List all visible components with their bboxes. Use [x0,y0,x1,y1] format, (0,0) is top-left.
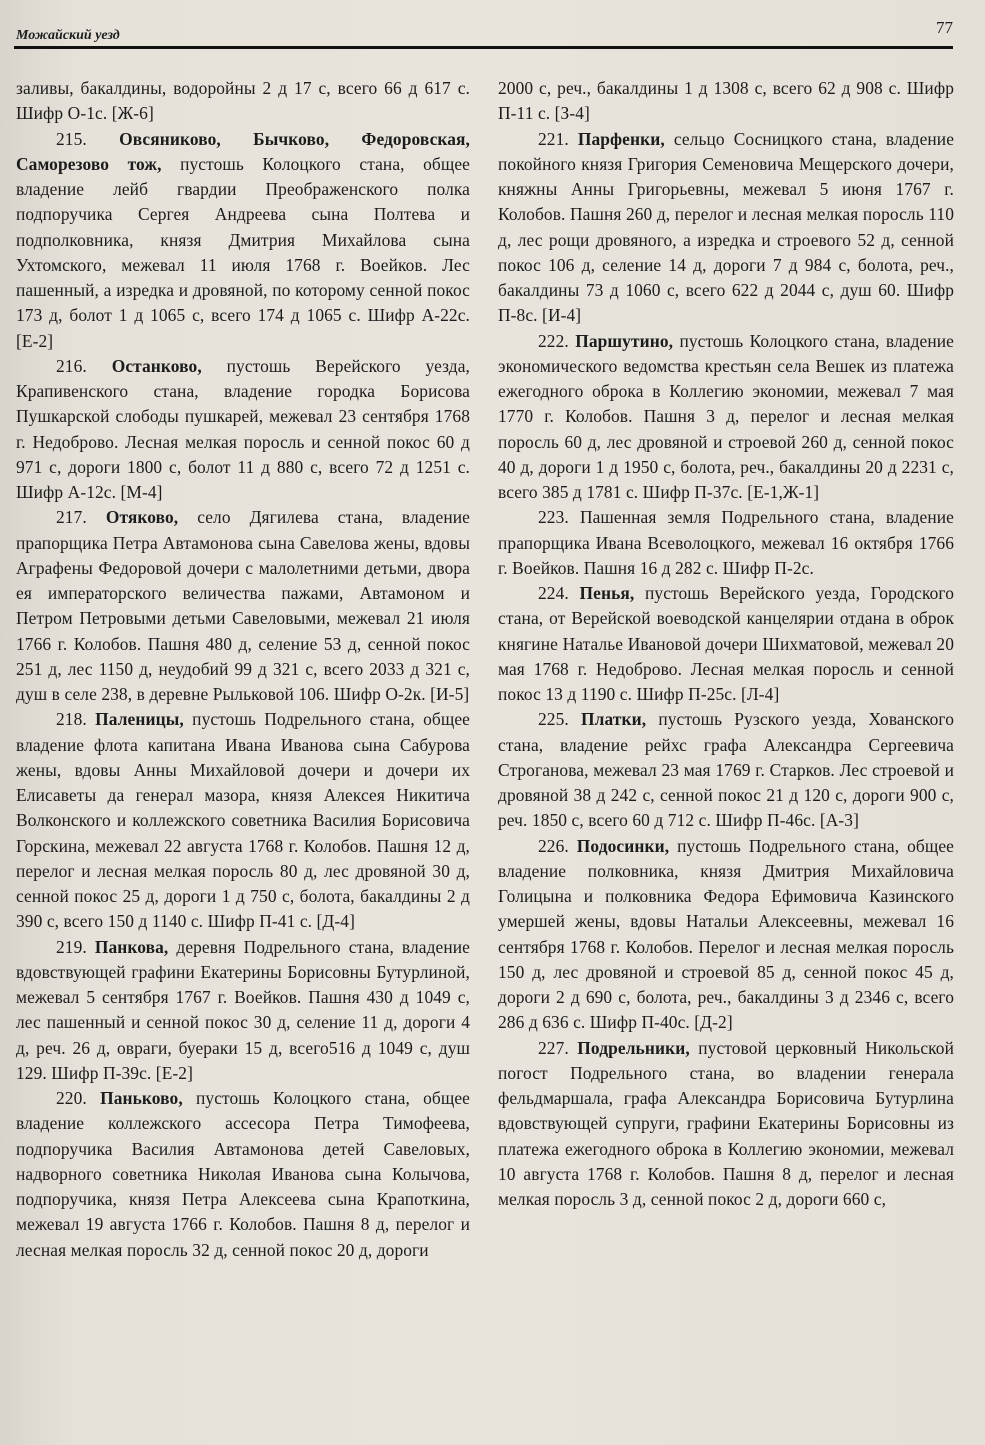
entry-text: сельцо Сосницкого стана, владение покойного князя Григория Семеновича Мещерского дочери, княжны Анны Григорьевны, межевал 5 июня 1767 г. Колобов. Пашня 260 д, перелог и лесная мелкая поросль 110 д, лес рощи дровяного, а изредка и строевого 52 д, сенной покос 106 д, селение 14 д, дороги 7 д 984 с, болота, реч., бакалдины 73 д 1060 с, всего 622 д 2044 с, душ 60. Шифр П-8с. [И-4] [498,128,955,326]
entry-text: село Дягилева стана, владение прапорщика Петра Автамонова сына Савелова жены, вдовы Аграфены Федоровой дочери с малолетними детьми, двора ея императорского величества пажами, Автамоном и Петром Петровыми детьми Савеловыми, межевал 21 июля 1766 г. Колобов. Пашня 480 д, селение 53 д, сенной покос 251 д, лес 1150 д, неудобий 99 д 321 с, всего 2033 д 321 с, душ в селе 238, в деревне Рыльковой 106. Шифр О-2к. [И-5] [16,507,470,704]
entry-paragraph [498,707,954,833]
header-rule [14,46,953,49]
entry-text: пустошь Подрельного стана, общее владение флота капитана Ивана Иванова сына Сабурова жены, вдовы Анны Михайловой дочери и дочери их Елисаветы да генерал мазора, князя Алексея Никитича Волконского и коллежского советника Василия Борисовича Горскина, межевал 22 августа 1768 г. Колобов. Пашня 12 д, перелог и лесная мелкая поросль 80 д, лес дровяной 30 д, сенной покос 25 д, дороги 1 д 750 с, болота, бакалдины 2 д 390 с, всего 150 д 1140 с. Шифр П-41 с. [Д-4] [16,709,470,932]
entry-text: заливы, бакалдины, водоройны 2 д 17 с, всего 66 д 617 с. Шифр О-1с. [Ж-6] [16,78,470,124]
entry-text: 2000 с, реч., бакалдины 1 д 1308 с, всего 62 д 908 с. Шифр П-11 с. [З-4] [498,78,954,124]
entry-number: 216. [56,355,87,376]
entry-paragraph [16,707,470,934]
entry-paragraph [16,354,470,506]
entry-number: 223. [538,507,569,528]
entry-text: пустошь Рузского уезда, Хованского стана, владение рейхс графа Александра Сергеевича Строганова, межевал 23 мая 1769 г. Старков. Лес строевой и дровяной 38 д 242 с, сенной покос 21 д 120 с, дороги 900 с, реч. 1850 с, всего 60 д 712 с. Шифр П-46с. [А-3] [498,709,954,831]
left-column [16,76,470,1263]
entry-number: 215. [56,128,87,149]
section-title: Можайский уезд [16,28,120,43]
entry-text: пустошь Колоцкого стана, общее владение коллежского ассесора Петра Тимофеева, подпоручика Василия Автамонова детей Савеловых, надворного советника Николая Иванова сына Колычова, подпоручика, князя Петра Алексеева сына Крапоткина, межевал 19 августа 1766 г. Колобов. Пашня 8 д, перелог и лесная мелкая поросль 32 д, сенной покос 20 д, дороги [16,1088,470,1260]
entry-paragraph [498,834,954,1036]
entry-number: 218. [56,709,87,730]
entry-place-name: Панкова, [94,936,169,957]
entry-place-name: Подрельники, [577,1037,690,1058]
running-head [14,16,953,48]
entry-number: 227. [538,1037,569,1058]
entry-place-name: Платки, [581,709,647,730]
entry-number: 224. [538,583,569,603]
entry-paragraph [498,581,954,707]
entry-number: 219. [56,936,87,957]
entry-place-name: Отяково, [105,507,179,528]
entry-text: пустошь Верейского уезда, Крапивенского стана, владение городка Борисова Пушкарской слободы пушкарей, межевал 23 сентября 1768 г. Недоброво. Лесная мелкая поросль и сенной покос 60 д 971 с, дороги 1800 с, болот 11 д 880 с, всего 72 д 1251 с. Шифр А-12с. [М-4] [16,355,470,502]
entry-paragraph [498,505,954,581]
entry-text: пустошь Колоцкого стана, владение экономического ведомства крестьян села Вешек из платежа ежегодного оброка в Коллегию экономии, межевал 7 мая 1770 г. Колобов. Пашня 3 д, перелог и лесная мелкая поросль 60 д, лес дровяной и строевой 260 д, сенной покос 40 д, дороги 1 д 1950 с, болота, реч., бакалдины 20 д 2231 с, всего 385 д 1781 с. Шифр П-37с. [Е-1,Ж-1] [498,330,954,502]
entry-text: деревня Подрельного стана, владение вдовствующей графини Екатерины Борисовны Бутурлиной, межевал 5 сентября 1767 г. Воейков. Пашня 430 д 1049 с, лес пашенный и сенной покос 30 д, селение 11 д, дороги 4 д, реч. 26 д, овраги, буераки 15 д, всего516 д 1049 с, душ 129. Шифр П-39с. [Е-2] [16,936,470,1083]
entry-text: пустошь Верейского уезда, Городского стана, от Верейской воеводской канцелярии отдана в оброк княгине Наталье Ивановой дочери Шихматовой, межевал 20 мая 1768 г. Недоброво. Лесная мелкая поросль и сенной покос 13 д 1190 с. Шифр П-25с. [Л-4] [498,583,955,704]
entry-place-name: Паленицы, [95,709,184,730]
entry-place-name: Паршутино, [575,330,674,351]
page-number: 77 [936,18,953,37]
entry-place-name: Останково, [111,355,202,376]
right-column [498,76,954,1212]
entry-place-name: Подосинки, [576,835,670,856]
entry-paragraph [16,505,470,707]
entry-number: 220. [56,1088,87,1108]
entry-number: 222. [538,330,569,351]
entry-paragraph [16,935,470,1087]
continued-paragraph [498,76,954,127]
entry-paragraph [498,127,954,329]
entry-number: 221. [538,128,569,149]
entry-place-name: Пенья, [579,583,635,603]
entry-place-name: Паньково, [100,1088,183,1108]
entry-paragraph [498,1036,954,1213]
entry-number: 226. [538,835,569,856]
entry-place-name: Овсяниково, Бычково, Федоровская, Саморезово тож, [16,128,470,174]
entry-number: 225. [538,709,569,730]
entry-text: пустошь Колоцкого стана, общее владение лейб гвардии Преображенского полка подпоручика Сергея Андреева сына Полтева и подполковника, князя Дмитрия Михайлова сына Ухтомского, межевал 11 июля 1768 г. Воейков. Лес пашенный, а изредка и дровяной, по которому сенной покос 173 д, болот 1 д 1065 с, всего 174 д 1065 с. Шифр А-22с. [Е-2] [16,153,470,351]
entry-paragraph [16,127,470,354]
entry-text: пустошь Подрельного стана, общее владение полковника, князя Дмитрия Михайловича Голицына и полковника Федора Ефимовича Казинского умершей жены, вдовы Натальи Алексеевны, межевал 16 сентября 1768 г. Колобов. Перелог и лесная мелкая поросль 150 д, лес дровяной и строевой 85 д, сенной покос 45 д, дороги 2 д 690 с, болота, реч., бакалдины 3 д 2346 с, всего 286 д 636 с. Шифр П-40с. [Д-2] [498,835,954,1033]
entry-paragraph [498,329,954,506]
entry-place-name: Парфенки, [577,128,665,149]
continued-paragraph [16,76,470,127]
entry-paragraph [16,1086,470,1263]
entry-text: пустовой церковный Никольской погост Подрельного стана, во владении генерала фельдмаршала, графа Александра Борисовича Бутурлина вдовствующей супруги, графини Екатерины Борисовны из платежа ежегодного оброка в Коллегию экономии, межевал 10 августа 1768 г. Колобов. Пашня 8 д, перелог и лесная мелкая поросль 3 д, сенной покос 2 д, дороги 660 с, [498,1037,955,1209]
entry-number: 217. [56,507,87,528]
entry-text: Пашенная земля Подрельного стана, владение прапорщика Ивана Всеволоцкого, межевал 16 октября 1766 г. Воейков. Пашня 16 д 282 с. Шифр П-2с. [498,507,954,578]
